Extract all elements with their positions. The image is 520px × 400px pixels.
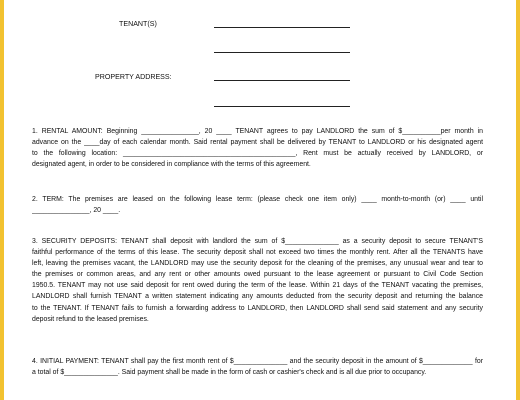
term-line: 2. TERM: The premises are leased on the following lease term: (please check one item only) ____ month-to-month (or) ____ until (32, 196, 483, 203)
security-deposits-line: deposit refund to the leased premises. (32, 315, 149, 323)
rental-amount-line: to the following location: _____________________________________________, Rent must be actually received by LANDLORD, or (32, 150, 483, 158)
tenant-line-2[interactable] (214, 52, 350, 53)
security-deposits-line: faithful performance of the terms of this lease. The security deposit shall not exceed two times the monthly rent. After all the TENANTS have (32, 249, 483, 257)
property-address-label: PROPERTY ADDRESS: (95, 73, 172, 81)
security-deposits-line: 3. SECURITY DEPOSITS: TENANT shall deposit with landlord the sum of $______________ as a security deposit to secure TENANT'S (32, 238, 483, 245)
rental-amount-line: advance on the ____day of each calendar month. Said rental payment shall be delivered by TENANT to LANDLORD or his designated agent (32, 139, 483, 147)
security-deposits-line: left, leaving the premises vacant, the LANDLORD may use the security deposit for the cleaning of the premises, any unusual wear and tear to (32, 260, 483, 268)
rental-amount-line: 1. RENTAL AMOUNT: Beginning _______________, 20 ____ TENANT agrees to pay LANDLORD the sum of $__________per month in (32, 128, 483, 135)
section-security-deposits (32, 236, 483, 325)
initial-payment-line: 4. INITIAL PAYMENT: TENANT shall pay the first month rent of $______________ and the security deposit in the amount of $_____________ for (32, 358, 483, 365)
property-address-line-1[interactable] (214, 80, 350, 81)
tenant-line-1[interactable] (214, 27, 350, 28)
section-initial-payment (32, 356, 483, 378)
tenants-label: TENANT(S) (119, 20, 157, 28)
security-deposits-line: 1950.5. TENANT may not use said deposit for rent owed during the term of the lease. Within 21 days of the TENANT vacating the premises, (32, 282, 483, 290)
section-rental-amount (32, 126, 483, 170)
security-deposits-line: to the TENANT. If TENANT fails to furnish a forwarding address to LANDLORD, then LANDLORD shall send said statement and any security (32, 304, 483, 312)
property-address-line-2[interactable] (214, 106, 350, 107)
term-line: _______________, 20 ____. (32, 207, 121, 215)
initial-payment-line: a total of $______________. Said payment shall be made in the form of cash or cashier's check and is all due prior to occupancy. (32, 369, 427, 377)
security-deposits-line: LANDLORD shall furnish TENANT a written statement indicating any amounts deducted from the security deposit and returning the balance (32, 293, 483, 301)
section-term (32, 194, 483, 216)
security-deposits-line: the premises or common areas, and any rent or other amounts owed pursuant to the lease agreement or pursuant to Civil Code Section (32, 271, 483, 279)
rental-amount-line: designated agent, in order to be considered in compliance with the terms of this agreement. (32, 161, 311, 169)
